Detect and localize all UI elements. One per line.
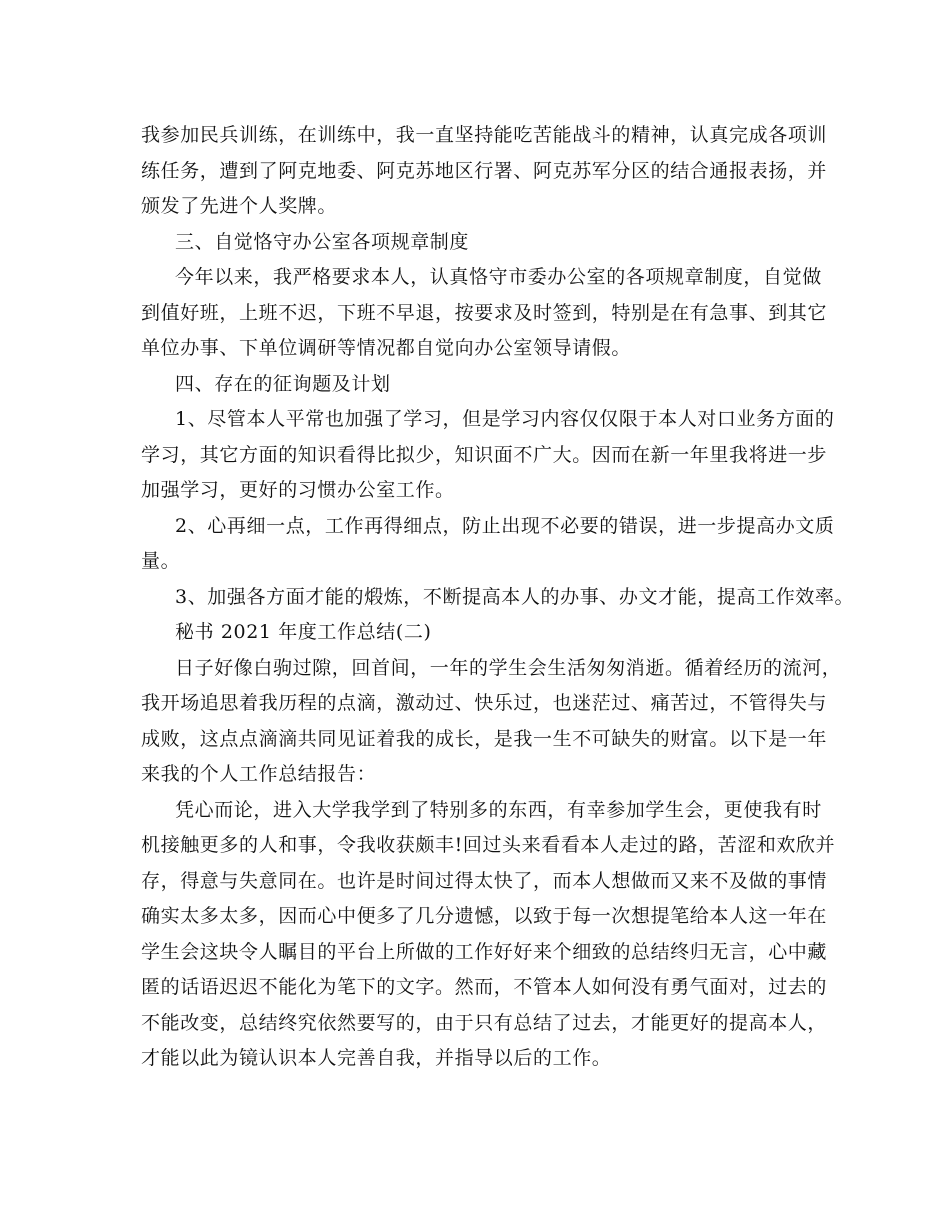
- text-line: 不能改变，总结终究依然要写的，由于只有总结了过去，才能更好的提高本人，: [141, 1011, 828, 1034]
- text-line: 量。: [141, 550, 181, 572]
- text-line: 加强学习，更好的习惯办公室工作。: [141, 479, 455, 501]
- text-line: 我参加民兵训练，在训练中，我一直坚持能吃苦能战斗的精神，认真完成各项训: [141, 124, 828, 146]
- text-line: 颁发了先进个人奖牌。: [141, 195, 338, 217]
- text-line: 秘书 2021 年度工作总结(二): [175, 621, 432, 643]
- text-line: 单位办事、下单位调研等情况都自觉向办公室领导请假。: [141, 337, 632, 359]
- text-line: 3、加强各方面才能的煅炼，不断提高本人的办事、办文才能，提高工作效率。: [175, 585, 855, 608]
- text-line: 三、自觉恪守办公室各项规章制度: [175, 230, 470, 253]
- text-line: 学习，其它方面的知识看得比拟少，知识面不广大。因而在新一年里我将进一步: [141, 443, 828, 466]
- text-line: 四、存在的征询题及计划: [175, 372, 391, 395]
- text-line: 到值好班，上班不迟，下班不早退，按要求及时签到，特别是在有急事、到其它: [141, 301, 828, 324]
- text-line: 确实太多太多，因而心中便多了几分遗憾，以致于每一次想提笔给本人这一年在: [141, 905, 828, 927]
- text-line: 学生会这块令人瞩目的平台上所做的工作好好来个细致的总结终归无言，心中藏: [141, 940, 828, 963]
- text-line: 来我的个人工作总结报告：: [141, 763, 377, 785]
- text-line: 练任务，遭到了阿克地委、阿克苏地区行署、阿克苏军分区的结合通报表扬，并: [141, 159, 828, 182]
- text-line: 成败，这点点滴滴共同见证着我的成长，是我一生不可缺失的财富。以下是一年: [141, 727, 828, 750]
- text-line: 2、心再细一点，工作再得细点，防止出现不必要的错误，进一步提高办文质: [175, 514, 835, 537]
- text-line: 才能以此为镜认识本人完善自我，并指导以后的工作。: [141, 1047, 612, 1069]
- text-line: 今年以来，我严格要求本人，认真恪守市委办公室的各项规章制度，自觉做: [175, 266, 822, 288]
- text-line: 日子好像白驹过隙，回首间，一年的学生会生活匆匆消逝。循着经历的流河，: [175, 656, 842, 679]
- text-line: 存，得意与失意同在。也许是时间过得太快了，而本人想做而又来不及做的事情: [141, 869, 828, 892]
- text-line: 1、尽管本人平常也加强了学习，但是学习内容仅仅限于本人对口业务方面的: [175, 408, 835, 430]
- text-line: 机接触更多的人和事，令我收获颇丰!回过头来看看本人走过的路，苦涩和欢欣并: [141, 834, 836, 856]
- text-line: 我开场追思着我历程的点滴，激动过、快乐过，也迷茫过、痛苦过，不管得失与: [141, 692, 828, 714]
- text-line: 凭心而论，进入大学我学到了特别多的东西，有幸参加学生会，更使我有时: [175, 798, 822, 821]
- text-line: 匿的话语迟迟不能化为笔下的文字。然而，不管本人如何没有勇气面对，过去的: [141, 976, 828, 998]
- document-body: [141, 118, 855, 1077]
